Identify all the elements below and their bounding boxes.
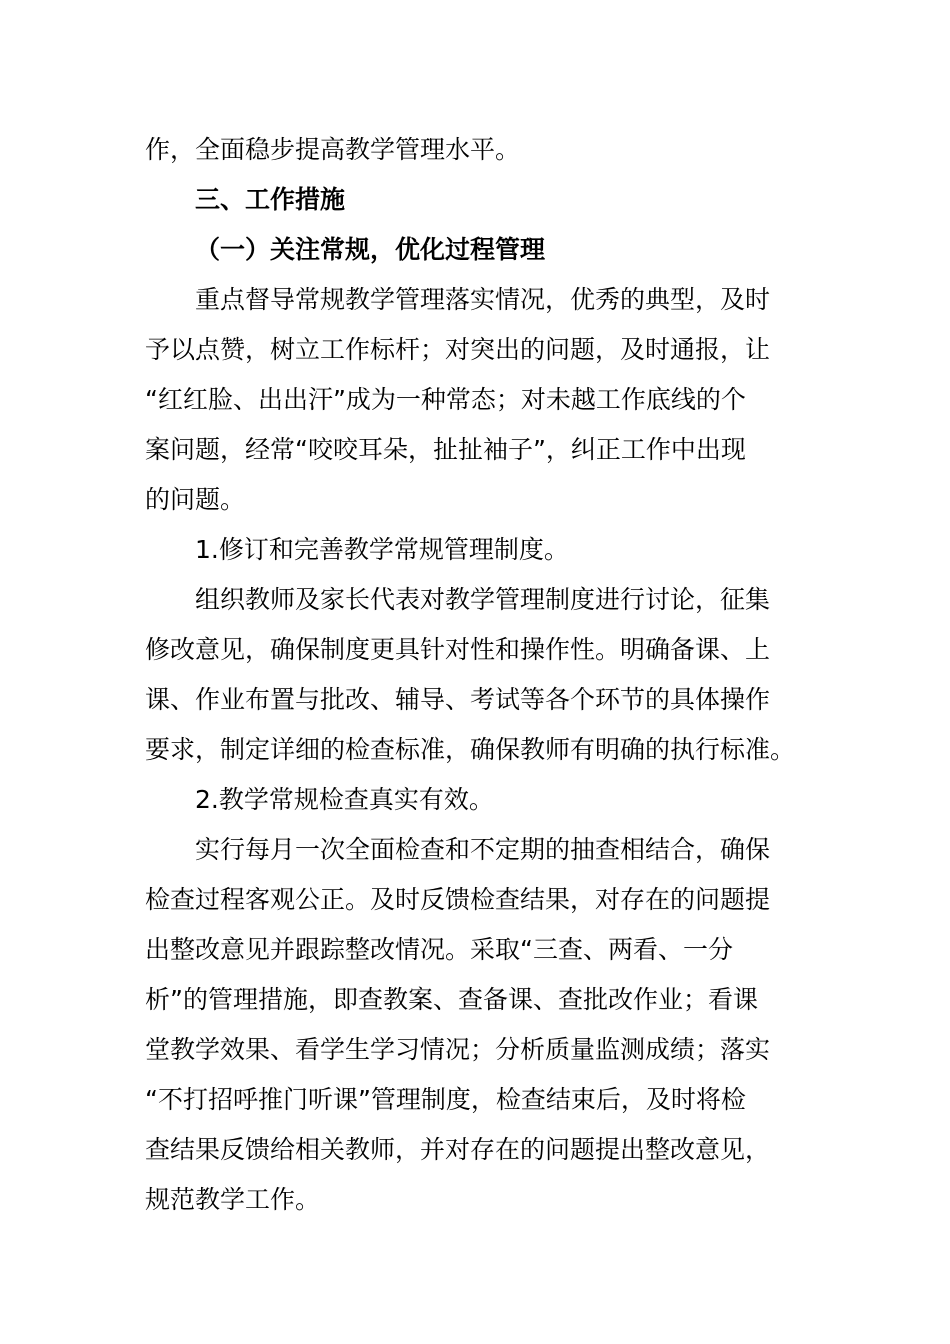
paragraph-line: 组织教师及家长代表对教学管理制度进行讨论，征集 [195, 585, 771, 614]
paragraph-line: 查结果反馈给相关教师，并对存在的问题提出整改意见， [145, 1135, 771, 1164]
paragraph-line: 修改意见，确保制度更具针对性和操作性。明确备课、上 [145, 635, 771, 664]
paragraph-line: 的问题。 [145, 485, 246, 514]
numbered-item-heading: 1.修订和完善教学常规管理制度。 [195, 535, 569, 564]
paragraph-line: 实行每月一次全面检查和不定期的抽查相结合，确保 [195, 835, 771, 864]
paragraph-line: 案问题，经常“咬咬耳朵，扯扯袖子”，纠正工作中出现 [145, 435, 746, 464]
paragraph-line: “红红脸、出出汗”成为一种常态；对未越工作底线的个 [145, 385, 746, 414]
paragraph-line: 堂教学效果、看学生学习情况；分析质量监测成绩；落实 [145, 1035, 771, 1064]
paragraph-line: 析”的管理措施，即查教案、查备课、查批改作业；看课 [145, 985, 758, 1014]
paragraph-line: 课、作业布置与批改、辅导、考试等各个环节的具体操作 [145, 685, 771, 714]
paragraph-line: 予以点赞，树立工作标杆；对突出的问题，及时通报，让 [145, 335, 771, 364]
paragraph-line: 作，全面稳步提高教学管理水平。 [145, 135, 521, 164]
paragraph-line: 出整改意见并跟踪整改情况。采取“三查、两看、一分 [145, 935, 733, 964]
subsection-heading: （一）关注常规，优化过程管理 [195, 235, 546, 264]
section-heading: 三、工作措施 [195, 185, 346, 214]
paragraph-line: 规范教学工作。 [145, 1185, 321, 1214]
paragraph-line: “不打招呼推门听课”管理制度，检查结束后，及时将检 [145, 1085, 746, 1114]
paragraph-line: 要求，制定详细的检查标准，确保教师有明确的执行标准。 [145, 735, 796, 764]
paragraph-line: 重点督导常规教学管理落实情况，优秀的典型，及时 [195, 285, 771, 314]
numbered-item-heading: 2.教学常规检查真实有效。 [195, 785, 494, 814]
paragraph-line: 检查过程客观公正。及时反馈检查结果，对存在的问题提 [145, 885, 771, 914]
